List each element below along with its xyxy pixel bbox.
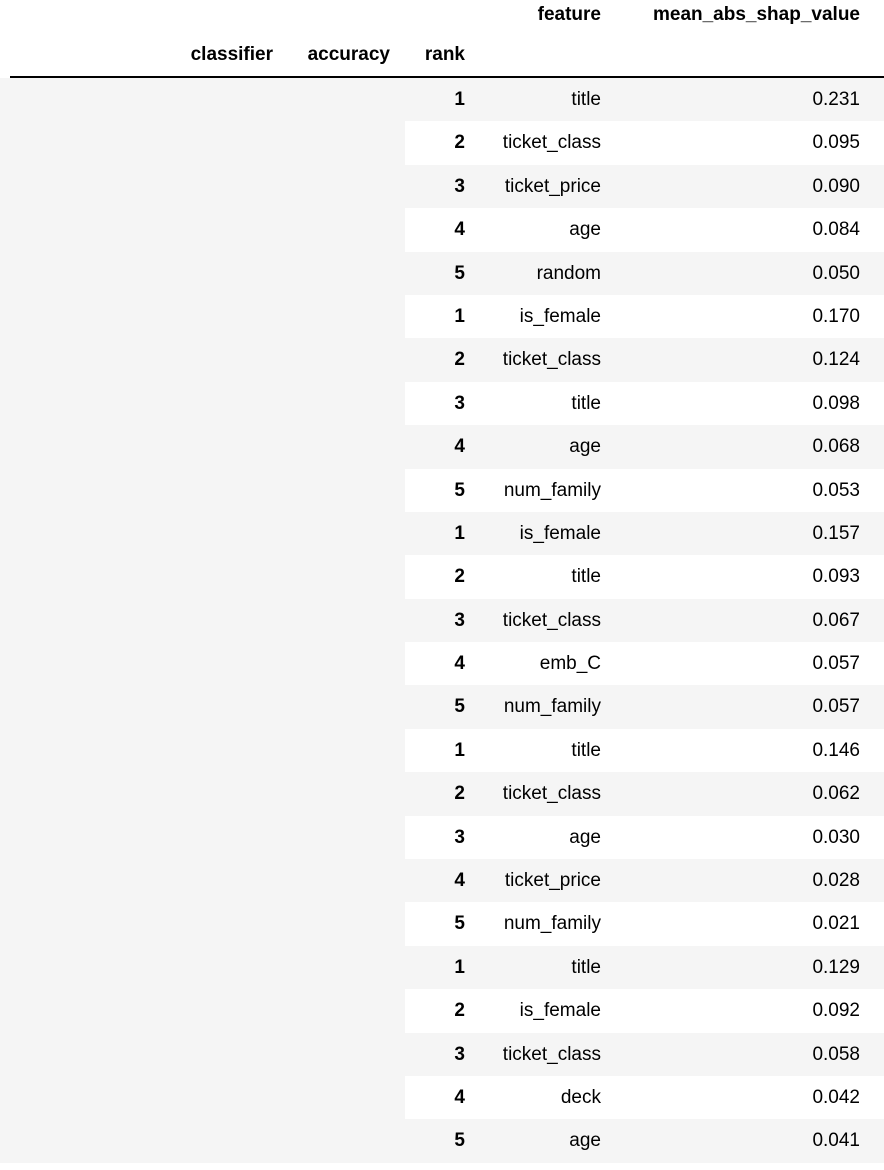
feature-cell: ticket_price	[504, 175, 601, 197]
feature-cell: deck	[560, 1086, 601, 1108]
feature-cell: title	[571, 739, 601, 761]
rank-cell: 3	[454, 392, 465, 414]
rank-cell: 1	[454, 522, 465, 544]
rank-cell: 5	[454, 262, 465, 284]
shap-value-cell: 0.090	[812, 175, 860, 197]
shap-value-cell: 0.098	[812, 392, 860, 414]
shap-value-cell: 0.084	[812, 219, 860, 241]
rank-cell: 3	[454, 826, 465, 848]
shap-value-cell: 0.095	[812, 132, 860, 154]
rank-cell: 2	[454, 1000, 465, 1022]
rank-cell: 1	[454, 305, 465, 327]
feature-cell: age	[569, 219, 601, 241]
classifier-cell	[0, 512, 405, 729]
feature-cell: num_family	[503, 913, 601, 935]
rank-cell: 4	[454, 1086, 465, 1108]
feature-cell: ticket_class	[502, 132, 601, 154]
rank-cell: 2	[454, 349, 465, 371]
rank-cell: 2	[454, 566, 465, 588]
rank-cell: 5	[454, 479, 465, 501]
accuracy-header: accuracy	[307, 44, 390, 65]
shap-value-cell: 0.092	[812, 1000, 860, 1022]
classifier-group	[0, 729, 884, 946]
feature-cell: is_female	[519, 1000, 601, 1022]
classifier-cell	[0, 78, 405, 295]
shap-value-cell: 0.062	[812, 783, 860, 805]
classifier-group	[0, 946, 884, 1163]
rank-cell: 3	[454, 1043, 465, 1065]
rank-cell: 1	[454, 739, 465, 761]
shap-value-cell: 0.042	[812, 1086, 860, 1108]
feature-cell: is_female	[519, 522, 601, 544]
shap-value-cell: 0.067	[812, 609, 860, 631]
index-header-row	[0, 32, 884, 76]
shap-value-cell: 0.057	[812, 696, 860, 718]
rank-cell: 4	[454, 870, 465, 892]
classifier-group	[0, 295, 884, 512]
feature-cell: title	[571, 566, 601, 588]
table-body	[0, 78, 884, 1163]
column-header-row	[0, 0, 884, 32]
classifier-header: classifier	[190, 44, 273, 65]
rank-cell: 5	[454, 696, 465, 718]
shap-value-cell: 0.041	[812, 1130, 860, 1152]
rank-cell: 1	[454, 956, 465, 978]
rank-cell: 1	[454, 89, 465, 110]
shap-value-cell: 0.129	[812, 956, 860, 978]
feature-cell: ticket_class	[502, 1043, 601, 1065]
classifier-group	[0, 512, 884, 729]
rank-cell: 2	[454, 132, 465, 154]
feature-header: feature	[537, 4, 601, 25]
feature-cell: ticket_price	[504, 870, 601, 892]
feature-cell: age	[569, 436, 601, 458]
feature-cell: title	[571, 392, 601, 414]
shap-value-cell: 0.053	[812, 479, 860, 501]
mean-abs-shap-value-header: mean_abs_shap_value	[652, 4, 860, 25]
rank-cell: 3	[454, 175, 465, 197]
feature-cell: num_family	[503, 696, 601, 718]
rank-cell: 4	[454, 436, 465, 458]
shap-value-cell: 0.021	[812, 913, 860, 935]
shap-value-cell: 0.170	[812, 305, 860, 327]
feature-cell: age	[569, 1130, 601, 1152]
shap-value-cell: 0.157	[812, 522, 860, 544]
feature-cell: ticket_class	[502, 349, 601, 371]
classifier-cell	[0, 946, 405, 1163]
feature-cell: emb_C	[539, 653, 601, 675]
rank-header: rank	[424, 44, 465, 65]
rank-cell: 4	[454, 653, 465, 675]
feature-cell: title	[571, 956, 601, 978]
classifier-cell	[0, 729, 405, 946]
feature-cell: title	[571, 89, 601, 110]
shap-value-cell: 0.068	[812, 436, 860, 458]
rank-cell: 5	[454, 1130, 465, 1152]
shap-value-cell: 0.093	[812, 566, 860, 588]
shap-value-cell: 0.146	[812, 739, 860, 761]
shap-value-cell: 0.058	[812, 1043, 860, 1065]
rank-cell: 3	[454, 609, 465, 631]
shap-value-cell: 0.050	[812, 262, 860, 284]
shap-value-cell: 0.057	[812, 653, 860, 675]
shap-value-cell: 0.231	[812, 89, 860, 110]
classifier-cell	[0, 295, 405, 512]
feature-cell: is_female	[519, 305, 601, 327]
feature-cell: random	[536, 262, 601, 284]
feature-cell: age	[569, 826, 601, 848]
feature-cell: num_family	[503, 479, 601, 501]
feature-cell: ticket_class	[502, 783, 601, 805]
shap-value-cell: 0.124	[812, 349, 860, 371]
shap-value-cell: 0.030	[812, 826, 860, 848]
feature-cell: ticket_class	[502, 609, 601, 631]
classifier-group	[0, 78, 884, 295]
rank-cell: 5	[454, 913, 465, 935]
rank-cell: 2	[454, 783, 465, 805]
shap-value-cell: 0.028	[812, 870, 860, 892]
rank-cell: 4	[454, 219, 465, 241]
